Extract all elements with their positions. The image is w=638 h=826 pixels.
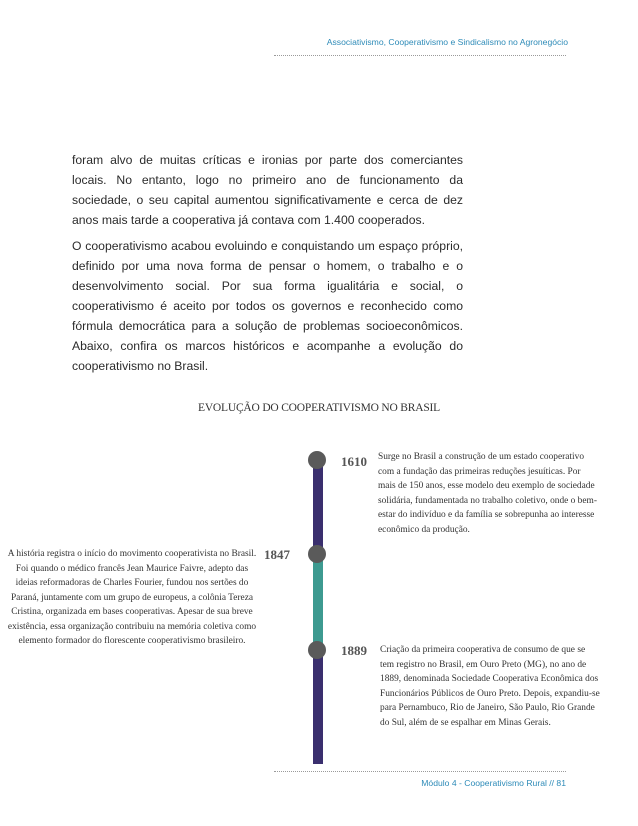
timeline-event-1847-text: A história registra o início do movimento cooperativista no Brasil. Foi quando o médico francês Jean Maurice Faivre, adepto das ideias reformadoras de Charles Fourier, fundou nos sertões do Paraná, juntamente com um grupo de europeus, a colônia Tereza Cristina, organizada em bases cooperativas. Apesar de sua breve existência, essa organização contribuiu na memória coletiva como elemento formador do florescente cooperativismo brasileiro. (7, 549, 257, 646)
timeline-heading: EVOLUÇÃO DO COOPERATIVISMO NO BRASIL (198, 402, 440, 414)
timeline-year-1847: 1847 (264, 547, 290, 562)
timeline-dot-1610 (308, 451, 326, 469)
header-divider (274, 55, 566, 56)
body-paragraph-2: O cooperativismo acabou evoluindo e conquistando um espaço próprio, definido por uma nova forma de pensar o homem, o trabalho e o desenvolvimento social. Por sua forma igualitária e social, o cooperativismo é aceito por todos os governos e reconhecido como fórmula democrática para a solução de problemas socioeconômicos. Abaixo, confira os marcos históricos e acompanhe a evolução do cooperativismo no Brasil. (72, 239, 463, 373)
timeline-dot-1847 (308, 545, 326, 563)
timeline-bar-segment-2 (313, 552, 323, 648)
timeline-event-1889-text: Criação da primeira cooperativa de consumo de que se tem registro no Brasil, em Ouro Preto (MG), no ano de 1889, denominada Sociedade Cooperativa Econômica dos Funcionários Públicos de Ouro Preto. Depois, expandiu-se para Pernambuco, Rio de Janeiro, São Paulo, Rio Grande do Sul, além de se espalhar em Minas Gerais. (380, 645, 600, 728)
timeline-bar-segment-1 (313, 460, 323, 552)
timeline-year-1889: 1889 (341, 643, 367, 658)
timeline-dot-1889 (308, 641, 326, 659)
timeline-event-1610-text: Surge no Brasil a construção de um estado cooperativo com a fundação das primeiras reduções jesuíticas. Por mais de 150 anos, esse modelo deu exemplo de sociedade solidária, fundamentada no trabalho coletivo, onde o bem-estar do indivíduo e da família se sobrepunha ao interesse econômico da produção. (378, 452, 597, 535)
page-footer: Módulo 4 - Cooperativismo Rural // 81 (421, 778, 566, 788)
timeline-bar-segment-3 (313, 648, 323, 764)
footer-divider (274, 771, 566, 772)
running-header: Associativismo, Cooperativismo e Sindicalismo no Agronegócio (326, 37, 568, 47)
timeline-year-1610: 1610 (341, 454, 367, 469)
body-paragraph-1: foram alvo de muitas críticas e ironias por parte dos comerciantes locais. No entanto, logo no primeiro ano de funcionamento da sociedade, o seu capital aumentou significativamente e cerca de dez anos mais tarde a cooperativa já contava com 1.400 cooperados. (72, 153, 463, 227)
